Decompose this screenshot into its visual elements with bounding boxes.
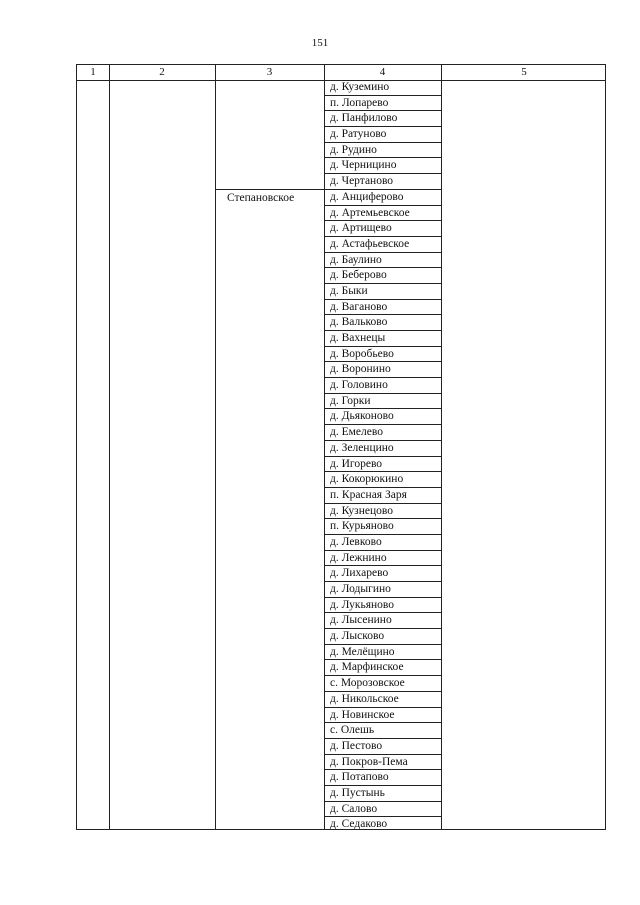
locality-row: д. Рудино bbox=[324, 143, 441, 159]
locality-row: д. Покров-Пема bbox=[324, 755, 441, 771]
locality-row: д. Астафьевское bbox=[324, 237, 441, 253]
locality-row: д. Горки bbox=[324, 394, 441, 410]
locality-row: д. Зеленцино bbox=[324, 441, 441, 457]
locality-row: д. Быки bbox=[324, 284, 441, 300]
column-divider bbox=[109, 65, 110, 829]
locality-row: д. Чертаново bbox=[324, 174, 441, 190]
column-divider bbox=[215, 65, 216, 829]
locality-row: д. Пустынь bbox=[324, 786, 441, 802]
locality-row: д. Воробьево bbox=[324, 347, 441, 363]
locality-row: д. Черницино bbox=[324, 158, 441, 174]
locality-row: д. Потапово bbox=[324, 770, 441, 786]
locality-row: д. Седаково bbox=[330, 818, 388, 831]
locality-row: д. Салово bbox=[324, 802, 441, 818]
locality-row: д. Пестово bbox=[324, 739, 441, 755]
locality-row: д. Игорево bbox=[324, 457, 441, 473]
header-col-4: 4 bbox=[379, 66, 386, 78]
locality-row: д. Головино bbox=[324, 378, 441, 394]
locality-row: д. Лежнино bbox=[324, 551, 441, 567]
locality-row: д. Лихарево bbox=[324, 566, 441, 582]
settlement-name-stepanovskoe: Степановское bbox=[227, 192, 295, 204]
locality-row: д. Воронино bbox=[324, 362, 441, 378]
locality-row: д. Ратуново bbox=[324, 127, 441, 143]
locality-row: д. Лысково bbox=[324, 629, 441, 645]
locality-row: д. Новинское bbox=[324, 708, 441, 724]
locality-row: п. Лопарево bbox=[324, 96, 441, 112]
locality-row: д. Беберово bbox=[324, 268, 441, 284]
locality-row: д. Лысенино bbox=[324, 613, 441, 629]
header-col-5: 5 bbox=[521, 66, 527, 78]
page-number: 151 bbox=[311, 37, 329, 49]
localities-list bbox=[324, 80, 441, 833]
locality-row: п. Курьяново bbox=[324, 519, 441, 535]
locality-row: д. Баулино bbox=[324, 253, 441, 269]
locality-row: д. Лодыгино bbox=[324, 582, 441, 598]
locality-row: д. Анциферово bbox=[324, 190, 441, 206]
column-divider bbox=[441, 65, 442, 829]
locality-row: д. Кокорюкино bbox=[324, 472, 441, 488]
locality-row: д. Ваганово bbox=[324, 300, 441, 316]
locality-row: д. Куземино bbox=[324, 80, 441, 96]
locality-row: д. Вахнецы bbox=[324, 331, 441, 347]
locality-row: д. Лукьяново bbox=[324, 598, 441, 614]
locality-row: д. Кузнецово bbox=[324, 504, 441, 520]
header-col-3: 3 bbox=[266, 66, 273, 78]
locality-row: д. Вальково bbox=[324, 315, 441, 331]
locality-row: д. Дьяконово bbox=[324, 409, 441, 425]
locality-row: д. Артемьевское bbox=[324, 206, 441, 222]
locality-row: д. Марфинское bbox=[324, 660, 441, 676]
locality-row: с. Олешь bbox=[324, 723, 441, 739]
locality-row: с. Морозовское bbox=[324, 676, 441, 692]
locality-row: д. Артищево bbox=[324, 221, 441, 237]
locality-row: д. Панфилово bbox=[324, 111, 441, 127]
header-col-2: 2 bbox=[159, 66, 165, 78]
settlement-divider bbox=[215, 189, 324, 190]
locality-row: д. Мелёщино bbox=[324, 645, 441, 661]
settlements-table bbox=[76, 64, 606, 830]
header-col-1: 1 bbox=[90, 66, 96, 78]
locality-row: п. Красная Заря bbox=[324, 488, 441, 504]
locality-row: д. Емелево bbox=[324, 425, 441, 441]
locality-row: д. Левково bbox=[324, 535, 441, 551]
locality-row: д. Никольское bbox=[324, 692, 441, 708]
